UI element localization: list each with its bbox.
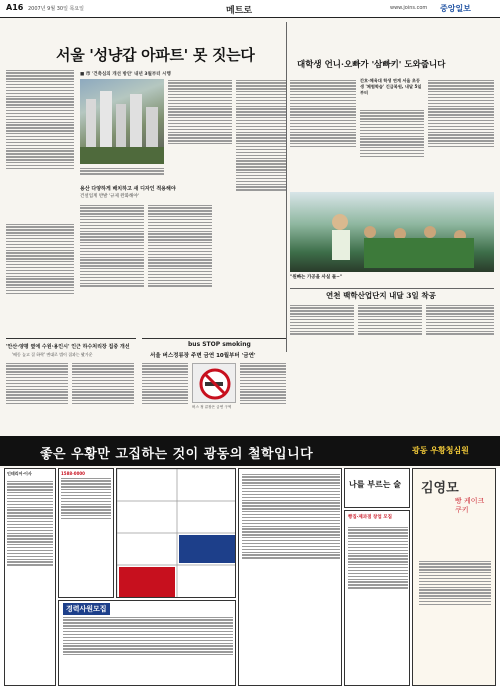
classifieds-area [0,468,500,691]
right-story-col3 [428,78,494,188]
website-link[interactable]: www.joins.com [390,5,428,11]
stop-smoking-kicker-text: bus STOP smoking [188,341,251,348]
banner-brand: 광동 우황청심원 [412,446,469,455]
middle-story-col [236,78,286,258]
banner-text: 좋은 우황만 고집하는 것이 광동의 철학입니다 [40,447,314,462]
main-headline: 서울 '성냥갑 아파트' 못 짓는다 [56,46,255,64]
left-lower-col1 [6,361,68,431]
stop-smoking-headline: 서울 버스정류장 주변 금연 10월부터 '금연' [150,353,256,359]
stop-smoking-kicker [188,341,251,348]
left-lower-story [6,338,136,434]
students-photo [290,192,494,272]
recruit-title: 경력사원모집 [63,603,110,615]
right-story-col1 [290,78,356,188]
apartment-illustration [80,79,164,164]
bakery-title: 김영모 [421,481,459,496]
listing-grid [117,469,236,598]
column-divider [286,22,287,352]
sign-caption: 버스 정 류장은 금연 구역 [192,405,232,409]
main-subhead: ■ 市 '건축심의 개선 방안' 내년 3월부터 시행 [80,72,171,77]
drink-ad[interactable] [344,468,410,508]
photo-callout: 용산 다양하게 배치하고 새 디자인 적용해야 [80,186,176,192]
middle-classified-text [242,472,340,684]
directory-title: 인테리어·이사 [7,471,32,476]
bakery-ad[interactable] [412,468,496,686]
listing-grid-ad[interactable] [116,468,236,598]
directory-listing [7,479,53,679]
newspaper-logo: 중앙일보 [440,4,471,13]
right-sub-headline: 연천 백학산업단지 내달 3일 착공 [326,291,436,300]
phone-number: 1588-0000 [61,471,85,476]
stop-col2 [240,361,286,433]
photo-caption-text [80,166,164,182]
left-lower-col2 [72,361,134,431]
yeoncheon-col2 [358,303,422,355]
no-smoking-icon [193,364,237,404]
banner-ad[interactable] [0,436,500,466]
recruit-text [63,615,233,685]
stop-smoking-story [142,338,286,434]
directory-ad[interactable] [4,468,56,686]
main-story-lede [6,68,74,218]
page-number: A16 [6,3,24,12]
right-kicker: 간호·체육대 학생 연계 서울 초등생 '체험학습' 긴급복원, 내달 5일부터 [360,78,422,95]
left-lower-headline: '안산·양평 옆에 수원·용인시' 인근 하수처리장 집중 개선 [6,344,130,350]
bakery-subtitle: 빵 케이크 쿠키 [455,497,485,514]
right-headline: 대학생 언니·오빠가 '삼빠키' 도와줍니다 [297,60,446,70]
column-divider-2 [290,288,494,289]
main-story-col3 [80,203,144,334]
no-smoking-sign [192,363,236,403]
phone-ad-text [61,476,111,586]
main-story-body [6,222,74,334]
crowd-illustration [290,192,494,272]
section-title: 메트로 [226,6,253,16]
business-ad-title: 빵집·제과점 창업 모집 [348,515,392,520]
yeoncheon-col3 [426,303,494,355]
phone-ad[interactable] [58,468,114,598]
apartment-photo [80,79,164,164]
main-story-col4 [148,203,212,334]
right-story-col2 [360,108,424,188]
business-ad-text [348,525,408,685]
middle-classified-ad[interactable] [238,468,342,686]
business-ad[interactable] [344,510,410,686]
recruit-ad[interactable] [58,600,236,686]
issue-date: 2007년 9월 30일 목요일 [28,6,85,12]
drink-ad-title: 나를 부르는 술 [349,480,401,489]
left-lower-subhead: '배동 높고 질 하락' 변대로 법이 집과는 봤가운 [12,352,93,357]
bakery-text [419,559,491,679]
page-header [0,0,500,18]
students-photo-caption: "원빠는 가공을 사실 돌~" [290,275,343,280]
yeoncheon-col1 [290,303,354,355]
main-story-col2 [168,78,232,184]
photo-callout-2: 건설업계 반발 '규제 완화해야' [80,194,139,199]
stop-col1 [142,361,188,433]
